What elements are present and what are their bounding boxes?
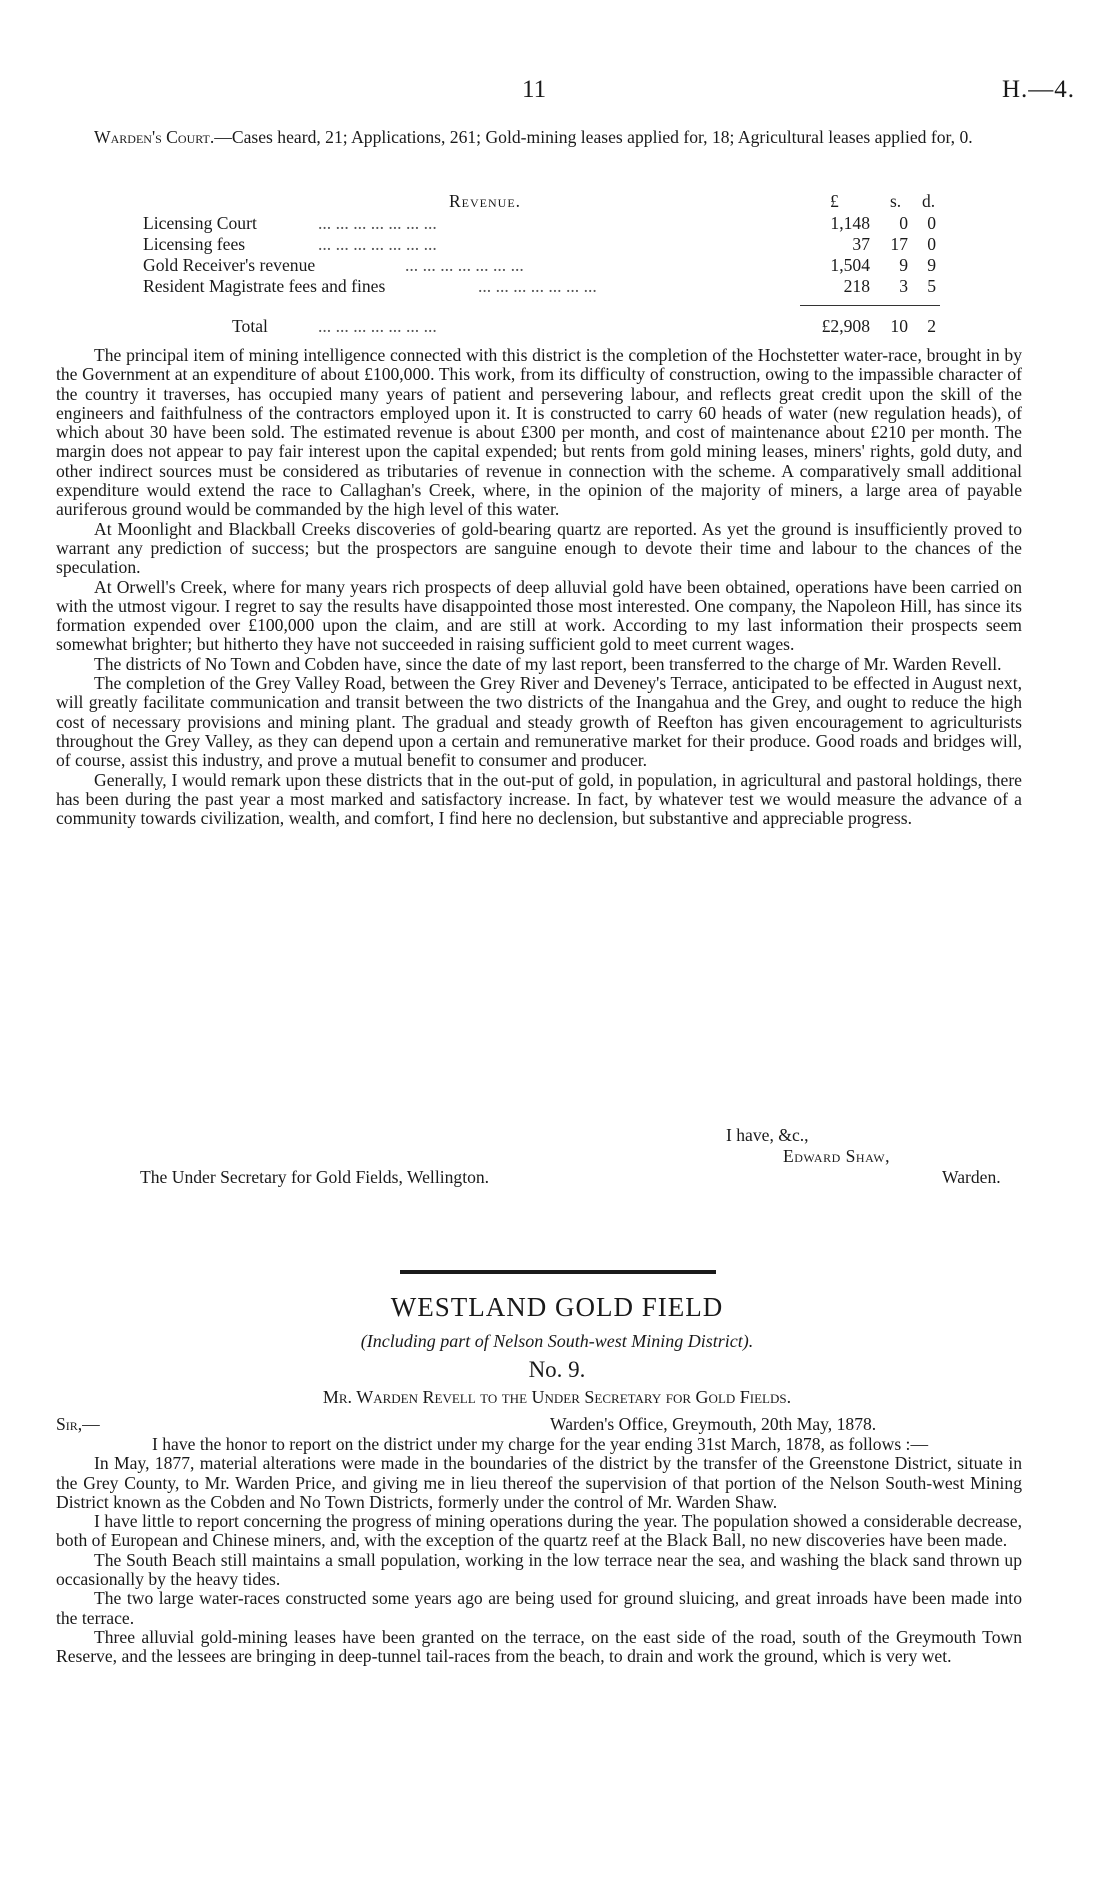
revenue-total-pounds: £2,908 bbox=[821, 316, 870, 336]
paragraph: The districts of No Town and Cobden have, since the date of my last report, been transferred to the charge of Mr. Warden Revell. bbox=[94, 653, 1002, 674]
total-rule bbox=[800, 305, 940, 306]
revenue-row bbox=[0, 255, 1114, 276]
dot-leader: ... ... ... ... ... ... ... bbox=[318, 213, 437, 233]
addressee: The Under Secretary for Gold Fields, Wellington. bbox=[140, 1167, 490, 1187]
revenue-row-pence: 0 bbox=[927, 213, 936, 233]
revenue-row-pence: 9 bbox=[927, 255, 936, 275]
revenue-row-pounds: 218 bbox=[843, 276, 870, 296]
revenue-row bbox=[0, 234, 1114, 255]
warden-court-summary bbox=[56, 128, 1022, 147]
paragraph: The two large water-races constructed some years ago are being used for ground sluicing, and great inroads have been made into the terrace. bbox=[56, 1588, 1022, 1628]
paragraph: The principal item of mining intelligence connected with this district is the completion of the Hochstetter water-race, brought in by the Government at an expenditure of about £100,000. This work, from its difficulty of construction, owing to the impassible character of the country it traverses, has occupied many years of patient and persevering labour, and reflects great credit upon the skill of the engineers and faithfulness of the contractors employed upon it. It is constructed to carry 60 heads of water (new regulation heads), of which about 30 have been sold. The estimated revenue is about £300 per month, and cost of maintenance about £210 per month. The margin does not appear to pay fair interest upon the capital expended; but rents from gold mining leases, miners' rights, gold duty, and other indirect sources must be considered as tributaries of revenue in connection with the scheme. A comparatively small additional expenditure would extend the race to Callaghan's Creek, where, in the opinion of the majority of miners, a large area of payable auriferous ground would be commanded by the high level of this water. bbox=[56, 345, 1022, 520]
warden-court-label: Warden's Court. bbox=[94, 127, 215, 147]
revenue-row bbox=[0, 213, 1114, 234]
salutation: Sir,— bbox=[56, 1414, 100, 1434]
closing-line: I have, &c., bbox=[726, 1125, 809, 1145]
revenue-row-label: Licensing Court bbox=[143, 213, 257, 233]
dot-leader: ... ... ... ... ... ... ... bbox=[318, 316, 437, 336]
revenue-row bbox=[0, 276, 1114, 297]
revenue-total-row bbox=[0, 316, 1114, 337]
revenue-row-shillings: 17 bbox=[890, 234, 908, 254]
revenue-col-pounds: £ bbox=[830, 191, 839, 211]
revenue-title: Revenue. bbox=[449, 191, 522, 211]
revenue-col-shillings: s. bbox=[890, 191, 902, 211]
section-divider bbox=[400, 1270, 716, 1274]
revenue-row-shillings: 0 bbox=[899, 213, 908, 233]
revenue-col-pence: d. bbox=[922, 191, 936, 211]
paragraph: At Moonlight and Blackball Creeks discoveries of gold-bearing quartz are reported. As yet the ground is insufficiently proved to warrant any prediction of success; but the prospectors are sanguine enough to devote their time and labour to the chances of the speculation. bbox=[56, 518, 1022, 578]
document-reference: H.—4. bbox=[1002, 76, 1076, 103]
revenue-row-pounds: 1,504 bbox=[830, 255, 870, 275]
revenue-total-pence: 2 bbox=[927, 316, 936, 336]
revenue-row-shillings: 3 bbox=[899, 276, 908, 296]
paragraph: I have little to report concerning the progress of mining operations during the year. The population showed a considerable decrease, both of European and Chinese miners, and, with the exception of the quartz reef at the Black Ball, no new discoveries have been made. bbox=[56, 1511, 1022, 1551]
section-title: WESTLAND GOLD FIELD bbox=[390, 1292, 724, 1322]
dateline: Warden's Office, Greymouth, 20th May, 1878. bbox=[550, 1414, 877, 1434]
revenue-total-label: Total bbox=[232, 316, 268, 336]
revenue-row-label: Licensing fees bbox=[143, 234, 246, 254]
page-number: 11 bbox=[522, 76, 547, 103]
dot-leader: ... ... ... ... ... ... ... bbox=[405, 255, 524, 275]
paragraph: The completion of the Grey Valley Road, between the Grey River and Deveney's Terrace, anticipated to be effected in August next, will greatly facilitate communication and transit between the two districts of the Inangahua and the Grey, and ought to reduce the high cost of necessary provisions and mining plant. The gradual and steady growth of Reefton has given encouragement to agriculturists throughout the Grey Valley, as they can depend upon a certain and remunerative market for their produce. Good roads and bridges will, of course, assist this industry, and prove a mutual benefit to consumer and producer. bbox=[56, 673, 1022, 771]
address-line: Mr. Warden Revell to the Under Secretary for Gold Fields. bbox=[322, 1387, 792, 1407]
revenue-row-label: Gold Receiver's revenue bbox=[143, 255, 316, 275]
dot-leader: ... ... ... ... ... ... ... bbox=[318, 234, 437, 254]
signatory-name: Edward Shaw, bbox=[783, 1146, 891, 1166]
revenue-row-pounds: 1,148 bbox=[830, 213, 870, 233]
paragraph: I have the honor to report on the district under my charge for the year ending 31st March, 1878, as follows :— bbox=[152, 1434, 929, 1454]
body-text bbox=[56, 346, 1022, 828]
revenue-total-shillings: 10 bbox=[890, 316, 908, 336]
warden-court-stats: —Cases heard, 21; Applications, 261; Gold-mining leases applied for, 18; Agricultural leases applied for, 0. bbox=[214, 127, 973, 147]
paragraph: In May, 1877, material alterations were made in the boundaries of the district by the transfer of the Greenstone District, situate in the Grey County, to Mr. Warden Price, and giving me in lieu thereof the supervision of that portion of the Nelson South-west Mining District known as the Cobden and No Town Districts, formerly under the control of Mr. Warden Shaw. bbox=[56, 1453, 1022, 1512]
paragraph: Generally, I would remark upon these districts that in the out-put of gold, in population, in agricultural and pastoral holdings, there has been during the past year a most marked and satisfactory increase. In fact, by whatever test we would measure the advance of a community towards civilization, wealth, and comfort, I find here no declension, but substantive and appreciable progress. bbox=[56, 769, 1022, 829]
dot-leader: ... ... ... ... ... ... ... bbox=[478, 276, 597, 296]
revenue-row-pounds: 37 bbox=[852, 234, 870, 254]
report-number: No. 9. bbox=[528, 1357, 586, 1382]
revenue-row-label: Resident Magistrate fees and fines bbox=[143, 276, 386, 296]
revenue-row-pence: 5 bbox=[927, 276, 936, 296]
paragraph: At Orwell's Creek, where for many years rich prospects of deep alluvial gold have been obtained, operations have been carried on with the utmost vigour. I regret to say the results have disappointed those most interested. One company, the Napoleon Hill, has since its formation expended over £100,000 upon the claim, and are still at work. According to my last information their prospects seem somewhat brighter; but hitherto they have not succeeded in raising sufficient gold to meet current wages. bbox=[56, 576, 1022, 655]
westland-body-text bbox=[56, 1435, 1022, 1667]
paragraph: The South Beach still maintains a small population, working in the low terrace near the sea, and washing the black sand thrown up occasionally by the heavy tides. bbox=[56, 1549, 1022, 1590]
revenue-row-pence: 0 bbox=[927, 234, 936, 254]
section-subtitle: (Including part of Nelson South-west Mining District). bbox=[360, 1331, 754, 1351]
signatory-title: Warden. bbox=[942, 1167, 1001, 1187]
paragraph: Three alluvial gold-mining leases have been granted on the terrace, on the east side of the road, south of the Greymouth Town Reserve, and the lessees are bringing in deep-tunnel tail-races from the beach, to drain and work the ground, which is very wet. bbox=[56, 1626, 1022, 1667]
revenue-row-shillings: 9 bbox=[899, 255, 908, 275]
